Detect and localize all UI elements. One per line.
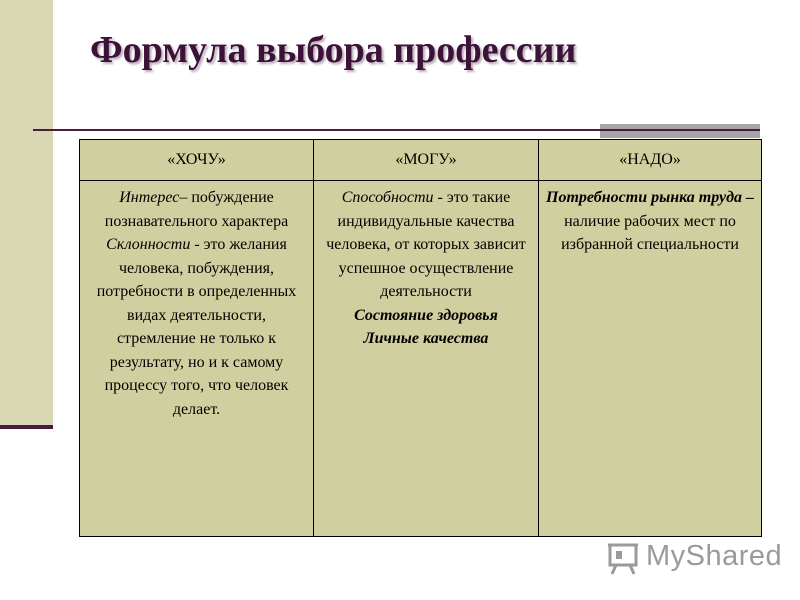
header-need: «НАДО» <box>539 140 762 181</box>
cell-need <box>539 181 762 537</box>
abilities-text: - это такие индивидуальные качества человека, от которых зависит успешное осуществление деятельности <box>326 189 526 300</box>
personal-qualities-term: Личные качества <box>363 330 489 347</box>
market-needs-text: наличие рабочих мест по избранной специальности <box>561 212 739 253</box>
cell-can <box>314 181 539 537</box>
presentation-board-icon <box>606 541 646 575</box>
header-want: «ХОЧУ» <box>80 140 314 181</box>
table-header-row <box>80 140 762 181</box>
inclinations-term: Склонности <box>106 236 191 253</box>
header-can: «МОГУ» <box>314 140 539 181</box>
interest-text: – побуждение познавательного характера <box>104 189 289 230</box>
gray-block-rule <box>600 129 760 131</box>
logo-text: MyShared <box>646 540 783 572</box>
market-needs-paragraph <box>546 186 754 257</box>
market-needs-term: Потребности рынка труда – <box>546 189 755 206</box>
left-decor-underline <box>0 425 53 429</box>
interest-term: Интерес <box>119 189 180 206</box>
abilities-paragraph <box>321 186 531 304</box>
inclinations-text: - это желания человека, побуждения, потребности в определенных видах деятельности, стремление не только к результату, но и к самому процессу того, что человек делает. <box>96 236 297 418</box>
cell-want <box>80 181 314 537</box>
slide-title: Формула выбора профессии <box>90 29 577 71</box>
interest-paragraph <box>87 186 306 233</box>
inclinations-paragraph <box>87 233 306 421</box>
left-decor-bar <box>0 0 53 428</box>
table-body-row <box>80 181 762 537</box>
profession-formula-table <box>79 139 762 537</box>
abilities-term: Способности <box>341 189 434 206</box>
gray-decor-block <box>600 124 760 138</box>
health-term: Состояние здоровья <box>354 306 498 324</box>
